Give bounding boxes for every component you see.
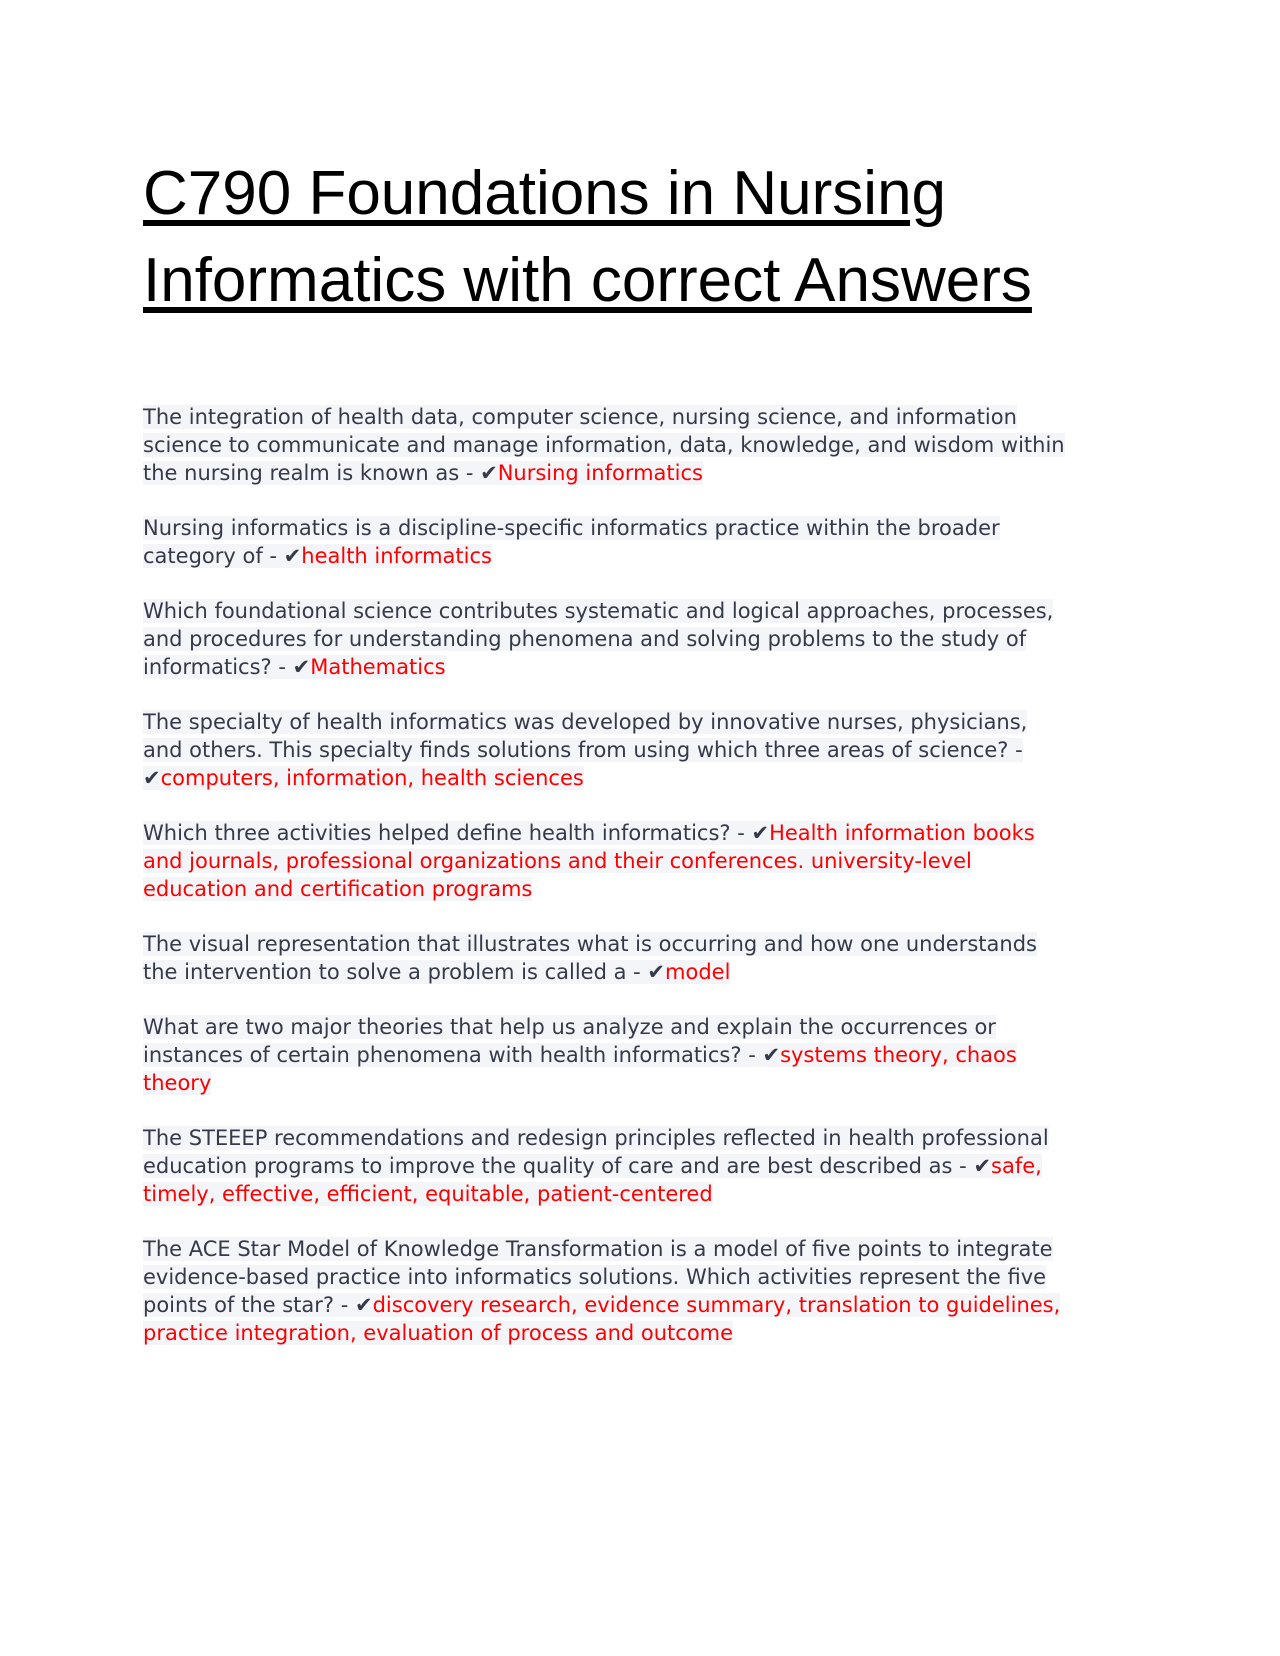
qa-item (143, 819, 1068, 903)
question-text: What are two major theories that help us analyze and explain the occurrences or instances of certain phenomena with health informatics? - (143, 1015, 996, 1067)
answer-text: Nursing informatics (497, 461, 703, 485)
document-title: C790 Foundations in Nursing Informatics with correct Answers (143, 159, 1032, 315)
question-text: Which foundational science contributes systematic and logical approaches, processes, and procedures for understanding phenomena and solving problems to the study of informatics? - (143, 599, 1054, 679)
answer-text: discovery research, evidence summary, translation to guidelines, practice integration, evaluation of process and outcome (143, 1293, 1061, 1345)
answer-text: safe, timely, effective, efficient, equitable, patient-centered (143, 1154, 1042, 1206)
check-icon: ✔ (973, 1154, 992, 1178)
question-text: Nursing informatics is a discipline-specific informatics practice within the broader category of - (143, 516, 1000, 568)
qa-item (143, 514, 1068, 570)
question-text: The specialty of health informatics was developed by innovative nurses, physicians, and others. This specialty finds solutions from using which three areas of science? - (143, 710, 1028, 762)
answer-text: model (665, 960, 731, 984)
qa-item (143, 403, 1068, 487)
check-icon: ✔ (480, 461, 498, 485)
check-icon: ✔ (283, 544, 302, 568)
question-text: The STEEEP recommendations and redesign principles reflected in health professional education programs to improve the quality of care and are best described as - (143, 1126, 1049, 1178)
answer-text: systems theory, chaos theory (143, 1043, 1017, 1095)
qa-item (143, 1235, 1068, 1347)
check-icon: ✔ (354, 1293, 373, 1317)
check-icon: ✔ (647, 960, 666, 984)
check-icon: ✔ (762, 1043, 781, 1067)
answer-text: Health information books and journals, professional organizations and their conferences. university-level education and certification programs (143, 821, 1035, 901)
question-text: The integration of health data, computer science, nursing science, and information science to communicate and manage information, data, knowledge, and wisdom within the nursing realm is known as - (143, 405, 1065, 485)
answer-text: computers, information, health sciences (160, 766, 584, 790)
qa-item (143, 1013, 1068, 1097)
qa-item (143, 597, 1068, 681)
answer-text: health informatics (301, 544, 492, 568)
check-icon: ✔ (292, 655, 311, 679)
question-text: The visual representation that illustrates what is occurring and how one understands the intervention to solve a problem is called a - (143, 932, 1037, 984)
qa-list (143, 403, 1068, 1374)
check-icon: ✔ (751, 821, 770, 845)
qa-item (143, 930, 1068, 986)
question-text: The ACE Star Model of Knowledge Transformation is a model of five points to integrate evidence-based practice into informatics solutions. Which activities represent the five points of the star? - (143, 1237, 1053, 1317)
qa-item (143, 708, 1068, 792)
qa-item (143, 1124, 1068, 1208)
question-text: Which three activities helped define health informatics? - (143, 821, 752, 845)
check-icon: ✔ (143, 766, 161, 790)
answer-text: Mathematics (310, 655, 446, 679)
